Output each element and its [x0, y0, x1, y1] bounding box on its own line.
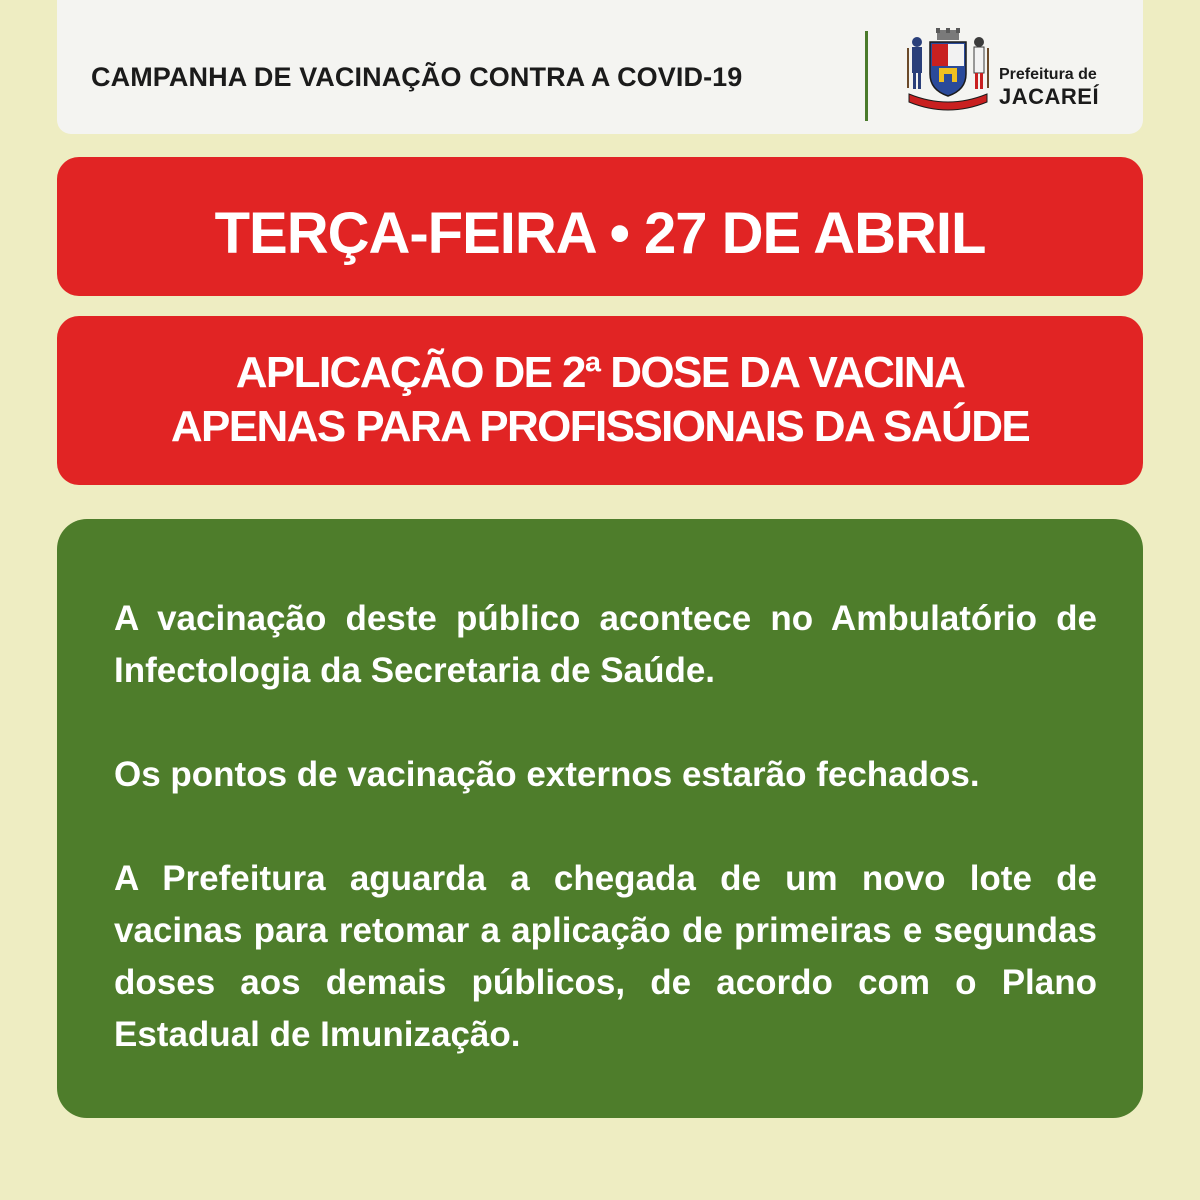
campaign-title: CAMPANHA DE VACINAÇÃO CONTRA A COVID-19: [91, 62, 743, 92]
date-banner: [57, 157, 1143, 296]
info-paragraph-location: A vacinação deste público acontece no Ambulatório de Infectologia da Secretaria de Saúde.: [114, 599, 1097, 690]
logo-line-prefeitura: Prefeitura de: [999, 66, 1097, 83]
info-panel: [57, 519, 1143, 1118]
info-paragraph-new-batch: A Prefeitura aguarda a chegada de um novo lote de vacinas para retomar a aplicação de primeiras e segundas doses aos demais públicos, de acordo com o Plano Estadual de Imunização.: [114, 859, 1097, 1054]
date-banner-text: TERÇA-FEIRA • 27 DE ABRIL: [214, 201, 986, 266]
header-divider: [865, 31, 868, 121]
dose-banner-text: [57, 346, 1143, 454]
info-paragraph-closed-points: Os pontos de vacinação externos estarão fechados.: [114, 755, 980, 794]
dose-banner: [57, 316, 1143, 485]
dose-banner-line1: APLICAÇÃO DE 2ª DOSE DA VACINA: [235, 348, 965, 397]
logo-line-city: JACAREÍ: [999, 84, 1100, 109]
prefeitura-logo: [903, 28, 1143, 116]
dose-banner-line2: APENAS PARA PROFISSIONAIS DA SAÚDE: [170, 402, 1030, 451]
coat-of-arms-icon: [903, 28, 993, 114]
header-bar: [57, 0, 1143, 134]
